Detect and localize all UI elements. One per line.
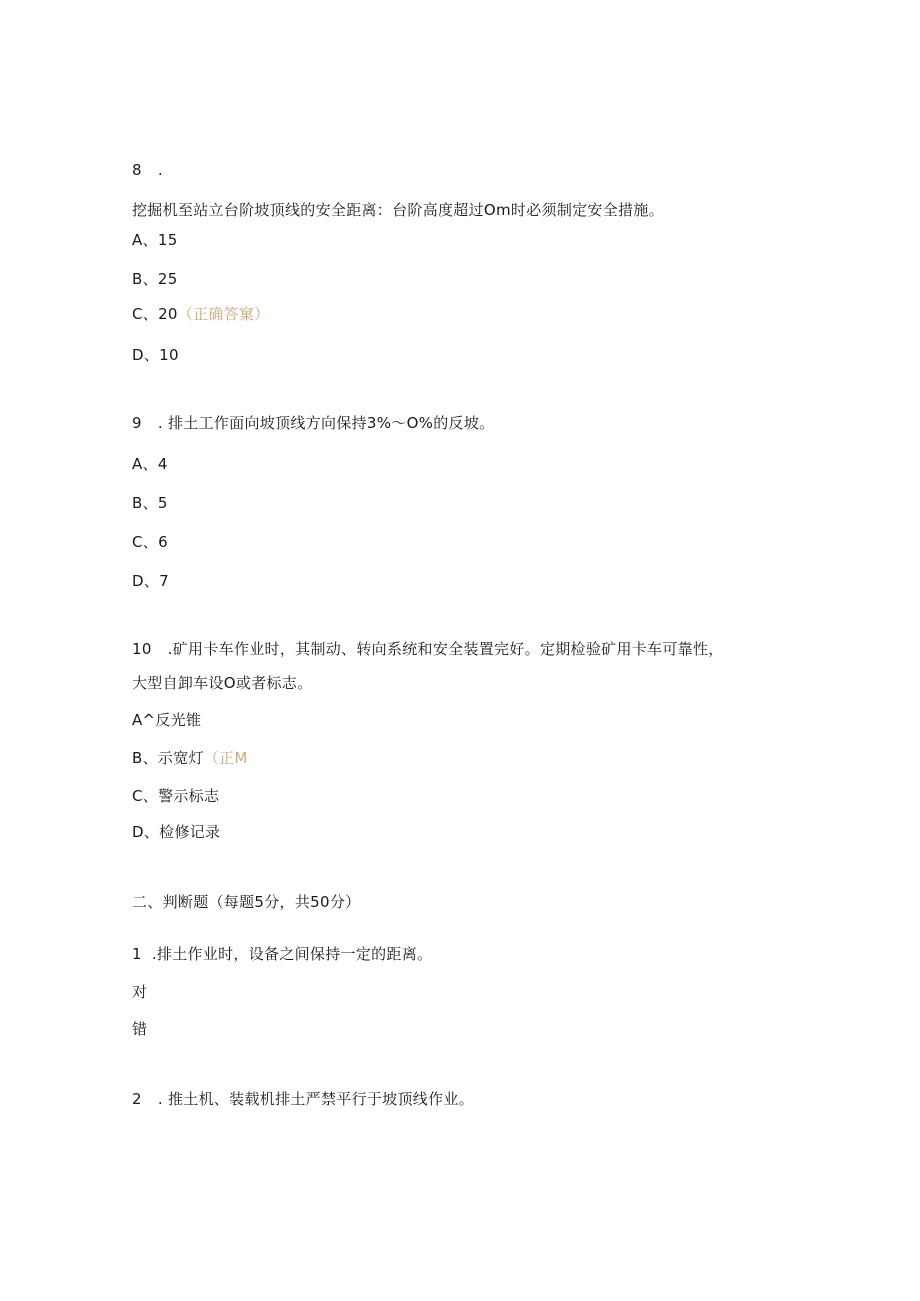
q8-stem: 挖掘机至站立台阶坡顶线的安全距离：台阶高度超过Om时必须制定安全措施。 [132, 201, 664, 219]
tf1-number: 1 [132, 945, 142, 963]
tf2-number: 2 [132, 1090, 142, 1108]
q10-option-d[interactable]: D、检修记录 [132, 823, 221, 841]
correct-answer-note: （正确答窠） [177, 305, 270, 323]
q10-option-c[interactable]: C、警示标志 [132, 787, 220, 805]
q8-number-line [132, 160, 163, 180]
q9-option-c[interactable]: C、6 [132, 533, 168, 551]
correct-answer-note: （正M [203, 749, 248, 767]
q8-dot: . [157, 161, 163, 179]
q10-stem-part1: .矿用卡车作业时，其制动、转向系统和安全装置完好。定期检验矿用卡车可靠性， [167, 640, 724, 658]
q9-number: 9 [132, 414, 142, 432]
q8-option-a[interactable]: A、15 [132, 231, 178, 249]
q8-number: 8 [132, 161, 142, 179]
q10-option-a[interactable]: A^反光锥 [132, 711, 202, 729]
q10-option-b-label: B、示宽灯 [132, 749, 204, 767]
q9-option-d[interactable]: D、7 [132, 572, 169, 590]
q9-option-a[interactable]: A、4 [132, 455, 168, 473]
q10-stem-line1 [132, 639, 724, 659]
tf2-stem: . 推土机、装载机排土严禁平行于坡顶线作业。 [157, 1090, 474, 1108]
tf1-stem: .排土作业时，设备之间保持一定的距离。 [151, 945, 433, 963]
q8-option-c-label: C、20 [132, 305, 178, 323]
q8-option-b[interactable]: B、25 [132, 270, 178, 288]
tf2-stem-line [132, 1089, 474, 1109]
q8-option-d[interactable]: D、10 [132, 346, 179, 364]
tf1-option-false[interactable]: 错 [132, 1020, 148, 1038]
q9-option-b[interactable]: B、5 [132, 494, 168, 512]
tf1-stem-line [132, 944, 432, 964]
q9-stem: . 排土工作面向坡顶线方向保持3%～O%的反坡。 [157, 414, 495, 432]
q9-stem-line [132, 413, 494, 433]
q10-stem-line2: 大型自卸车设O或者标志。 [132, 674, 313, 692]
q10-number: 10 [132, 640, 152, 658]
q8-option-c[interactable] [132, 304, 270, 324]
q10-option-b[interactable] [132, 748, 248, 768]
section-heading: 二、判断题（每题5分，共50分） [132, 893, 361, 911]
tf1-option-true[interactable]: 对 [132, 983, 148, 1001]
